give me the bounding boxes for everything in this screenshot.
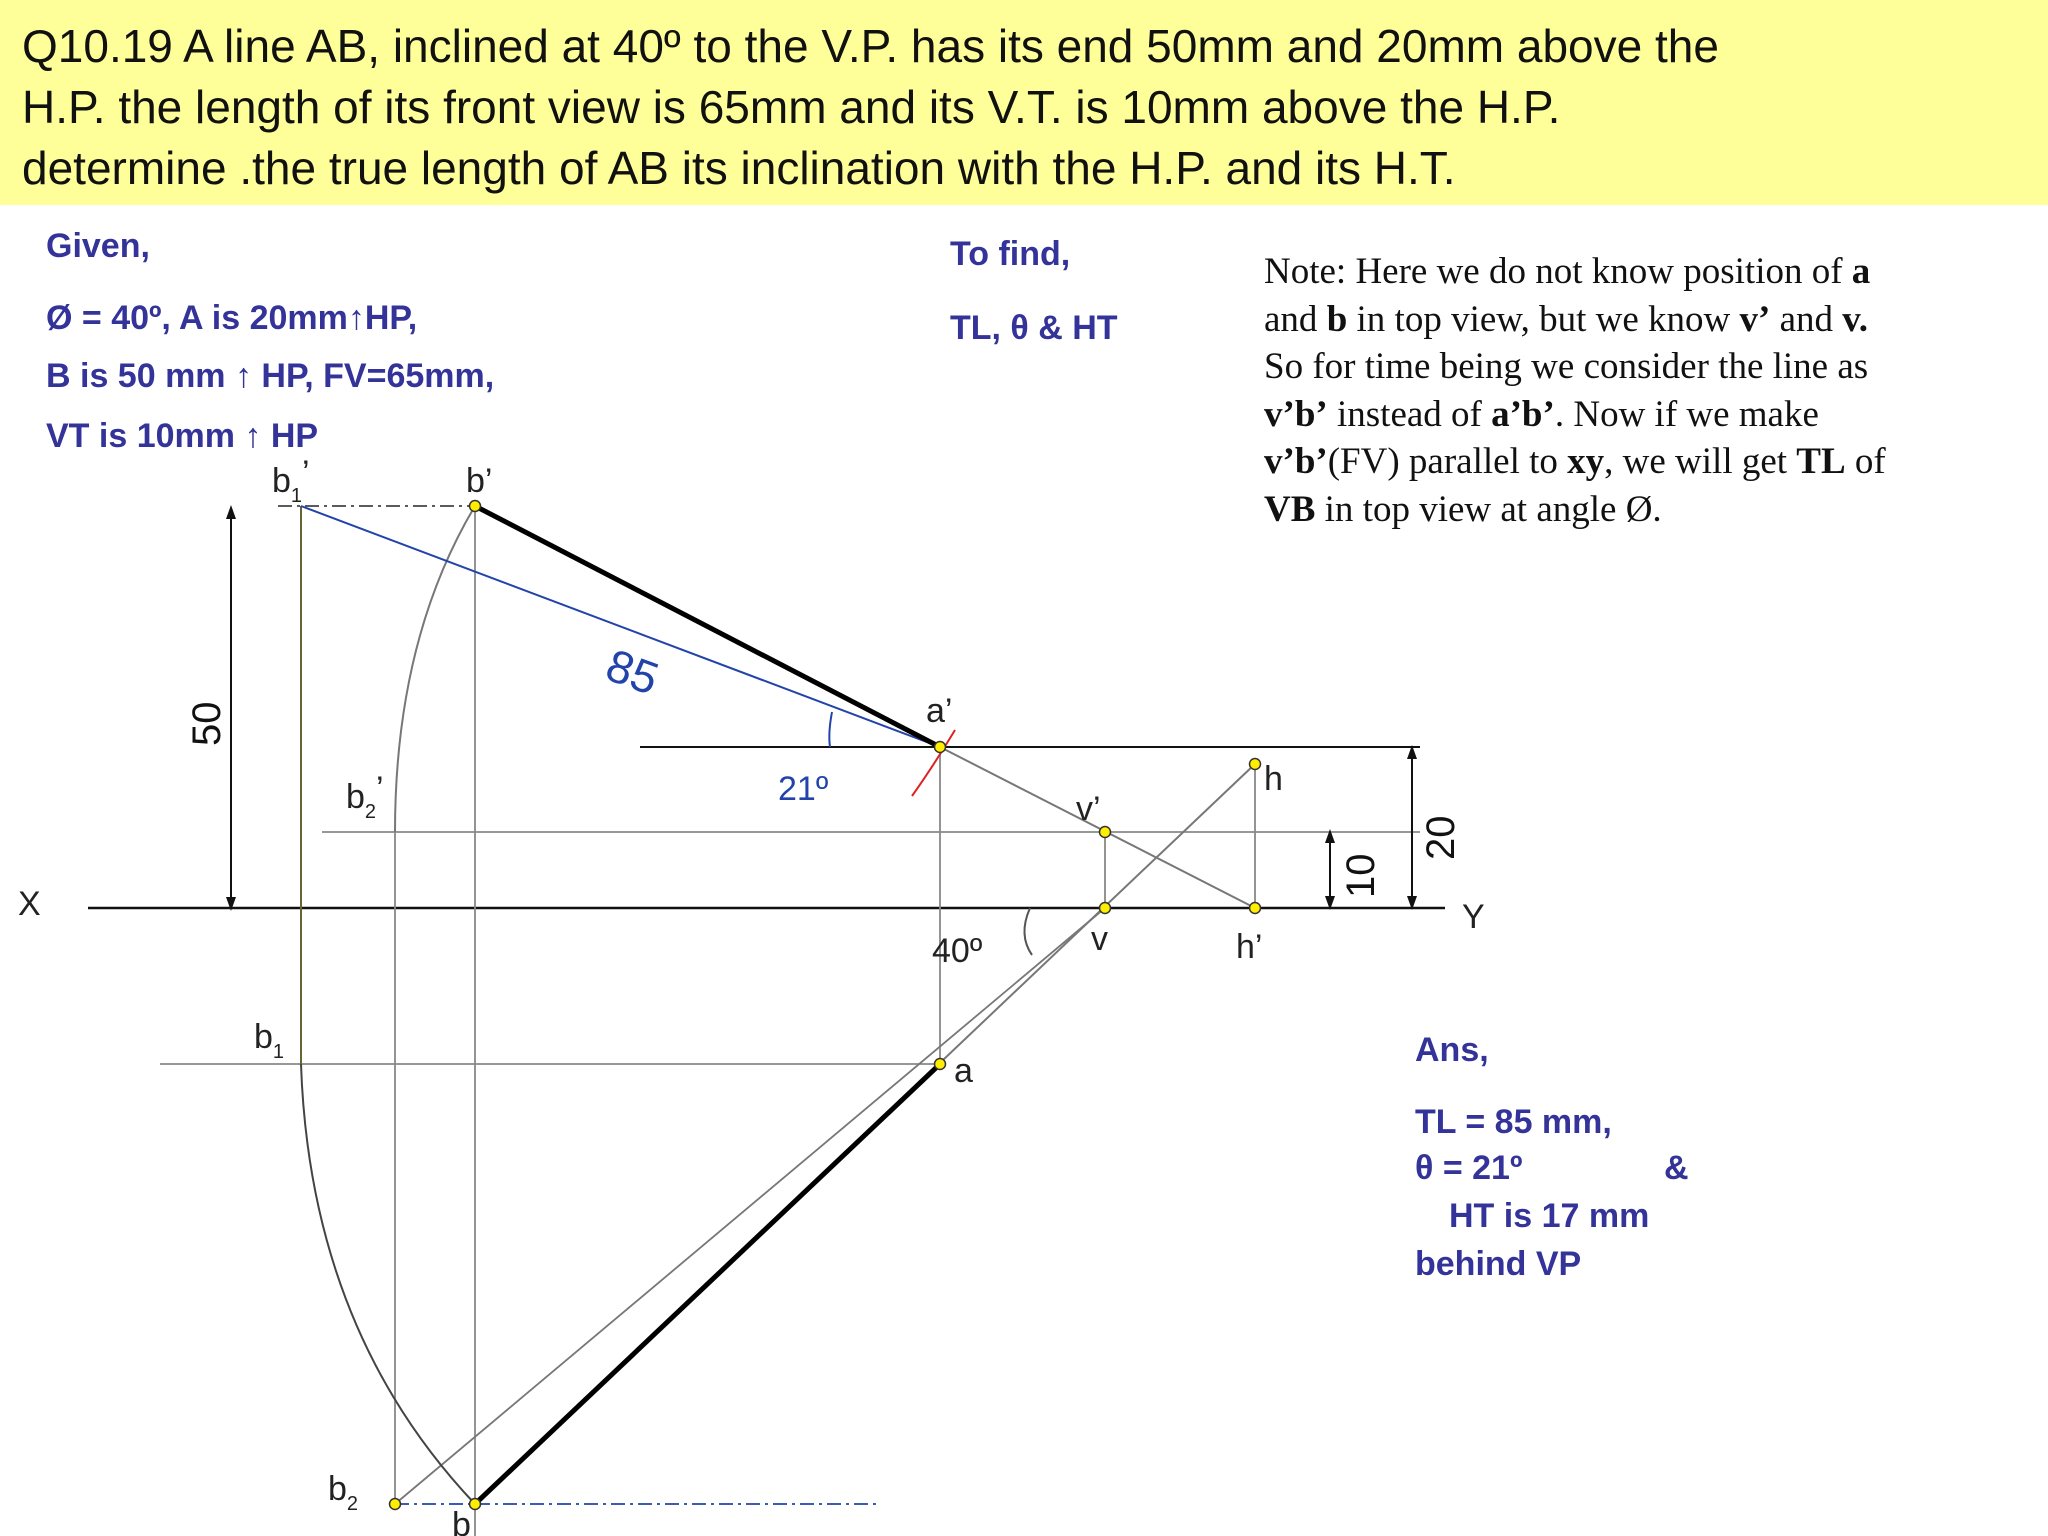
vb-true-length-line: [395, 908, 1105, 1504]
answer-theta: θ = 21º: [1415, 1149, 1523, 1187]
note-line-3: So for time being we consider the line as: [1264, 346, 1869, 387]
x-label: X: [18, 885, 41, 923]
given-line-1: Ø = 40º, A is 20mm↑HP,: [46, 299, 418, 337]
true-length-value: 85: [599, 638, 666, 705]
point-h: [1250, 759, 1261, 770]
top-view-ab: [475, 1064, 940, 1504]
point-a-prime: [935, 742, 946, 753]
front-view-ab: [475, 506, 940, 747]
question-line-2: H.P. the length of its front view is 65mm and its V.T. is 10mm above the H.P.: [22, 81, 1561, 133]
given-line-3: VT is 10mm ↑ HP: [46, 417, 319, 455]
point-v: [1100, 903, 1111, 914]
label-a: a: [954, 1052, 973, 1090]
label-a-prime: a’: [926, 692, 953, 730]
question-line-1: Q10.19 A line AB, inclined at 40º to the V.P. has its end 50mm and 20mm above the: [22, 20, 1719, 72]
point-b2: [390, 1499, 401, 1510]
given-line-2: B is 50 mm ↑ HP, FV=65mm,: [46, 357, 495, 395]
label-v: v: [1091, 920, 1108, 958]
phi-angle-arc: [1024, 908, 1032, 955]
label-b1: $b_1$: [254, 1018, 285, 1063]
y-label: Y: [1462, 898, 1485, 936]
question-line-3: determine .the true length of AB its inclination with the H.P. and its H.T.: [22, 142, 1456, 194]
dimension-10-text: 10: [1339, 853, 1383, 898]
true-length-line: [301, 506, 940, 747]
phi-value: 40º: [932, 932, 983, 970]
answer-title: Ans,: [1415, 1031, 1489, 1069]
point-h-prime: [1250, 903, 1261, 914]
note-line-1: Note: Here we do not know position of a: [1264, 251, 1871, 292]
label-h-prime: h’: [1236, 928, 1263, 966]
dimension-50-text: 50: [185, 701, 229, 746]
answer-tl: TL = 85 mm,: [1415, 1103, 1612, 1141]
b1-arc: [301, 1064, 475, 1504]
note-line-4: v’b’ instead of a’b’. Now if we make: [1264, 393, 1819, 435]
note-line-6: VB in top view at angle Ø.: [1264, 488, 1662, 530]
point-v-prime: [1100, 827, 1111, 838]
to-find-title: To find,: [950, 235, 1071, 273]
point-a: [935, 1059, 946, 1070]
to-find-value: TL, θ & HT: [950, 309, 1118, 347]
label-v-prime: v’: [1076, 790, 1101, 828]
label-b: b: [452, 1506, 471, 1536]
label-b2-prime: $b_2$’: [346, 770, 384, 823]
point-b-prime: [470, 501, 481, 512]
note-line-2: and b in top view, but we know v’ and v.: [1264, 298, 1868, 340]
note-line-5: v’b’(FV) parallel to xy, we will get TL of: [1264, 441, 1886, 482]
theta-angle-arc: [829, 712, 832, 747]
given-title: Given,: [46, 227, 150, 265]
label-b2: $b_2$: [328, 1470, 359, 1515]
answer-ht: HT is 17 mm: [1449, 1197, 1650, 1235]
theta-value: 21º: [778, 770, 829, 808]
answer-behind-vp: behind VP: [1415, 1245, 1582, 1283]
b1-prime-arc: [395, 506, 475, 832]
label-h: h: [1264, 760, 1283, 798]
dimension-20-text: 20: [1419, 815, 1463, 860]
point-b: [470, 1499, 481, 1510]
label-b-prime: b’: [466, 462, 493, 500]
label-b1-prime: $b_1$’: [272, 454, 310, 507]
answer-ampersand: &: [1664, 1149, 1689, 1187]
